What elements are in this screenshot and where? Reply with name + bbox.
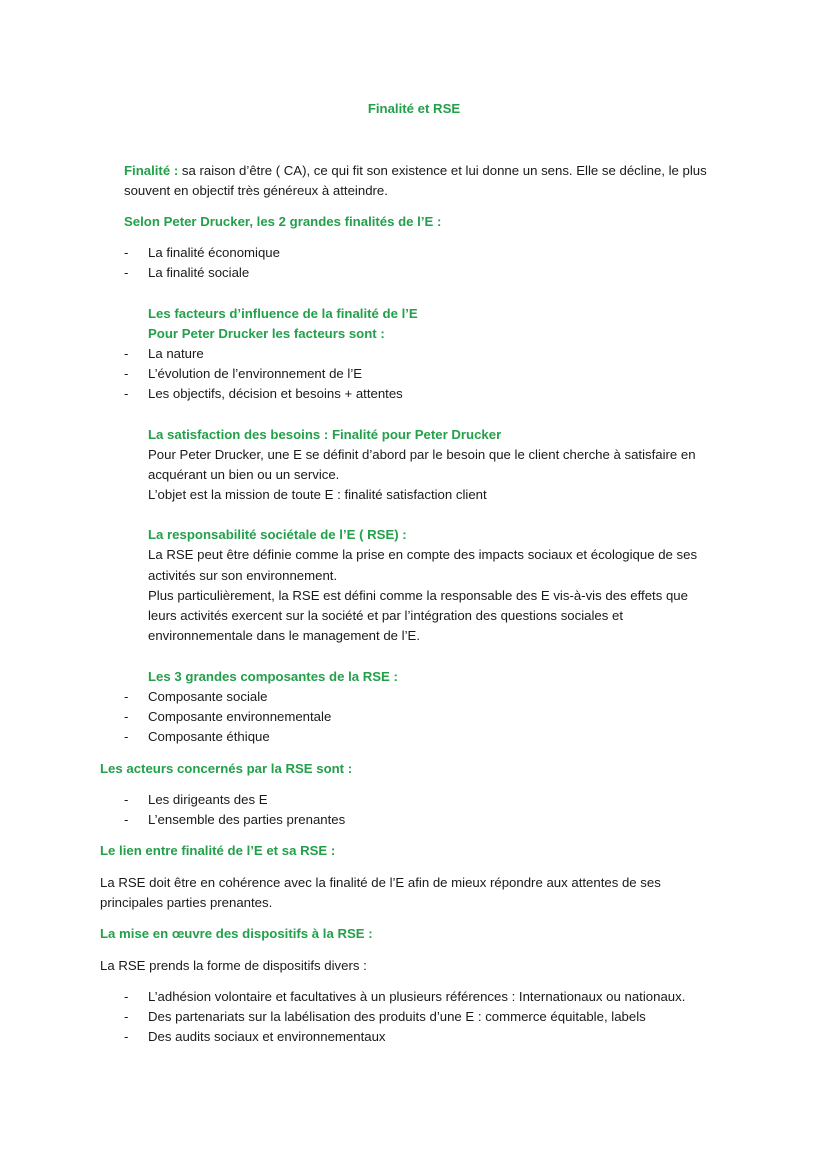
list-item: Des partenariats sur la labélisation des produits d’une E : commerce équitable, labels [148, 1009, 646, 1024]
list-item: L’adhésion volontaire et facultatives à un plusieurs références : Internationaux ou nationaux. [148, 989, 686, 1004]
bullet: - [124, 386, 129, 401]
bullet: - [124, 245, 129, 260]
paragraph-line: activités sur son environnement. [148, 568, 338, 583]
bullet: - [124, 1029, 129, 1044]
list-item: La finalité économique [148, 245, 280, 260]
lien-heading: Le lien entre finalité de l’E et sa RSE : [100, 843, 336, 858]
list-item: Composante éthique [148, 729, 270, 744]
list-item: Composante environnementale [148, 709, 332, 724]
paragraph-line: Plus particulièrement, la RSE est défini comme la responsable des E vis-à-vis des effets que [148, 588, 688, 603]
bullet: - [124, 689, 129, 704]
bullet: - [124, 265, 129, 280]
paragraph-line: acquérant un bien ou un service. [148, 467, 340, 482]
bullet: - [124, 729, 129, 744]
intro-line-2: souvent en objectif très généreux à atteindre. [124, 183, 388, 198]
list-item: Les dirigeants des E [148, 792, 268, 807]
composantes-heading: Les 3 grandes composantes de la RSE : [148, 669, 398, 684]
page-title: Finalité et RSE [367, 101, 461, 116]
paragraph-line: La RSE peut être définie comme la prise en compte des impacts sociaux et écologique de ses [148, 547, 698, 562]
paragraph-line: La RSE doit être en cohérence avec la finalité de l’E afin de mieux répondre aux attentes de ses [100, 875, 661, 890]
intro-label: Finalité : [124, 163, 179, 178]
list-item: L’ensemble des parties prenantes [148, 812, 346, 827]
rse-heading: La responsabilité sociétale de l’E ( RSE) : [148, 527, 407, 542]
paragraph-line: environnementale dans le management de l’E. [148, 628, 420, 643]
list-item: Composante sociale [148, 689, 268, 704]
list-item: Des audits sociaux et environnementaux [148, 1029, 386, 1044]
paragraph-line: Pour Peter Drucker, une E se définit d’abord par le besoin que le client cherche à satisfaire en [148, 447, 696, 462]
intro-text-1: sa raison d’être ( CA), ce qui fit son existence et lui donne un sens. Elle se décline, le plus [178, 163, 707, 178]
bullet: - [124, 812, 129, 827]
paragraph-line: principales parties prenantes. [100, 895, 273, 910]
bullet: - [124, 792, 129, 807]
dispositifs-heading: La mise en œuvre des dispositifs à la RSE : [100, 926, 373, 941]
intro-line-1 [124, 163, 707, 178]
list-item: La nature [148, 346, 204, 361]
list-item: La finalité sociale [148, 265, 250, 280]
list-item: Les objectifs, décision et besoins + attentes [148, 386, 403, 401]
facteurs-heading-1: Les facteurs d’influence de la finalité de l’E [148, 306, 418, 321]
drucker-heading: Selon Peter Drucker, les 2 grandes finalités de l’E : [124, 214, 442, 229]
list-item: L’évolution de l’environnement de l’E [148, 366, 363, 381]
bullet: - [124, 366, 129, 381]
paragraph-line: leurs activités exercent sur la société et par l’intégration des questions sociales et [148, 608, 623, 623]
acteurs-heading: Les acteurs concernés par la RSE sont : [100, 761, 353, 776]
dispositifs-intro: La RSE prends la forme de dispositifs divers : [100, 958, 367, 973]
bullet: - [124, 709, 129, 724]
satisfaction-heading: La satisfaction des besoins : Finalité pour Peter Drucker [148, 427, 502, 442]
bullet: - [124, 346, 129, 361]
paragraph-line: L’objet est la mission de toute E : finalité satisfaction client [148, 487, 487, 502]
facteurs-heading-2: Pour Peter Drucker les facteurs sont : [148, 326, 385, 341]
bullet: - [124, 1009, 129, 1024]
bullet: - [124, 989, 129, 1004]
